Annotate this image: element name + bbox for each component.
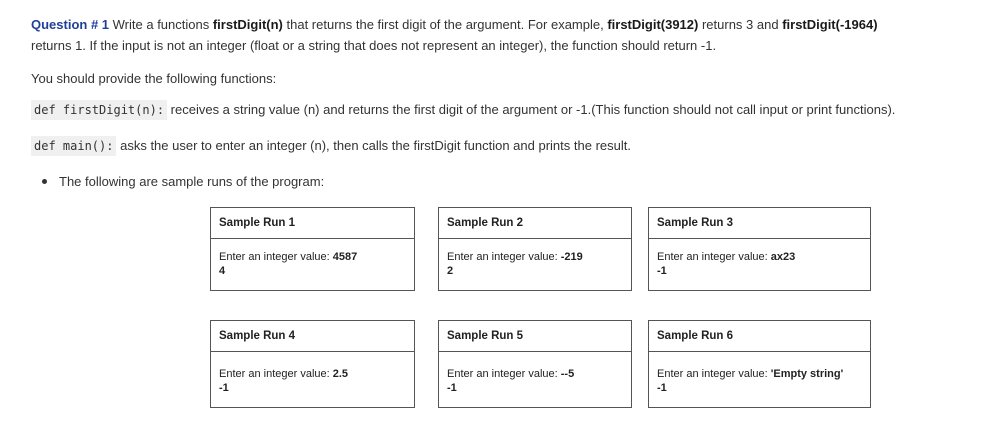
sample-run-input: 'Empty string' xyxy=(770,368,844,380)
sample-run-card xyxy=(648,320,871,408)
sample-run-prompt: Enter an integer value: xyxy=(219,251,333,263)
sample-run-title: Sample Run 2 xyxy=(439,208,631,239)
sample-run-input: -219 xyxy=(560,251,583,263)
sample-run-prompt: Enter an integer value: xyxy=(447,368,561,380)
sample-run-console xyxy=(649,352,870,395)
example-call-1: firstDigit(3912) xyxy=(607,17,699,32)
sample-run-card xyxy=(438,207,632,291)
sample-run-card xyxy=(648,207,871,291)
sample-run-input: 2.5 xyxy=(332,368,349,380)
function-name: firstDigit(n) xyxy=(212,17,283,32)
sample-run-prompt: Enter an integer value: xyxy=(447,251,561,263)
sample-run-input: 4587 xyxy=(332,251,358,263)
sample-run-output: 4 xyxy=(219,265,226,277)
question-text-part: returns 3 and xyxy=(698,17,783,32)
sample-run-output: -1 xyxy=(447,382,457,394)
bullet-text: The following are sample runs of the program: xyxy=(59,174,325,189)
sample-run-output: -1 xyxy=(657,265,667,277)
function-signature: def firstDigit(n): xyxy=(31,100,167,120)
sample-run-title: Sample Run 6 xyxy=(649,321,870,352)
sample-run-prompt: Enter an integer value: xyxy=(657,251,771,263)
sample-run-console xyxy=(649,239,870,278)
sample-run-card xyxy=(438,320,632,408)
function-description: asks the user to enter an integer (n), then calls the firstDigit function and prints the result. xyxy=(116,138,631,153)
sample-run-prompt: Enter an integer value: xyxy=(657,368,771,380)
bullet-dot-icon xyxy=(42,179,47,184)
bullet-item xyxy=(42,174,324,189)
sample-run-card xyxy=(210,207,415,291)
sample-run-title: Sample Run 3 xyxy=(649,208,870,239)
sample-run-card xyxy=(210,320,415,408)
sample-run-title: Sample Run 4 xyxy=(211,321,414,352)
sample-run-prompt: Enter an integer value: xyxy=(219,368,333,380)
question-text-part: Write a functions xyxy=(109,17,213,32)
question-text xyxy=(31,14,878,56)
sample-run-console xyxy=(211,352,414,395)
function-spec-main xyxy=(31,138,631,153)
sample-run-title: Sample Run 1 xyxy=(211,208,414,239)
example-call-2: firstDigit(-1964) xyxy=(782,17,878,32)
function-spec-firstdigit xyxy=(31,102,895,117)
function-signature: def main(): xyxy=(31,136,116,156)
sample-run-console xyxy=(439,239,631,278)
sample-run-title: Sample Run 5 xyxy=(439,321,631,352)
sample-run-output: 2 xyxy=(447,265,454,277)
question-label: Question # 1 xyxy=(31,17,110,32)
question-text-line2: returns 1. If the input is not an integer (float or a string that does not represent an integer), the function should return -1. xyxy=(31,38,717,53)
question-text-part: that returns the first digit of the argument. For example, xyxy=(282,17,608,32)
sample-run-output: -1 xyxy=(219,382,229,394)
sample-run-console xyxy=(211,239,414,278)
sample-run-console xyxy=(439,352,631,395)
sample-run-output: -1 xyxy=(657,382,667,394)
sample-run-input: ax23 xyxy=(770,251,796,263)
function-description: receives a string value (n) and returns the first digit of the argument or -1.(This function should not call input or print functions). xyxy=(167,102,896,117)
sample-run-input: --5 xyxy=(560,368,575,380)
intro-text: You should provide the following functions: xyxy=(31,71,277,86)
